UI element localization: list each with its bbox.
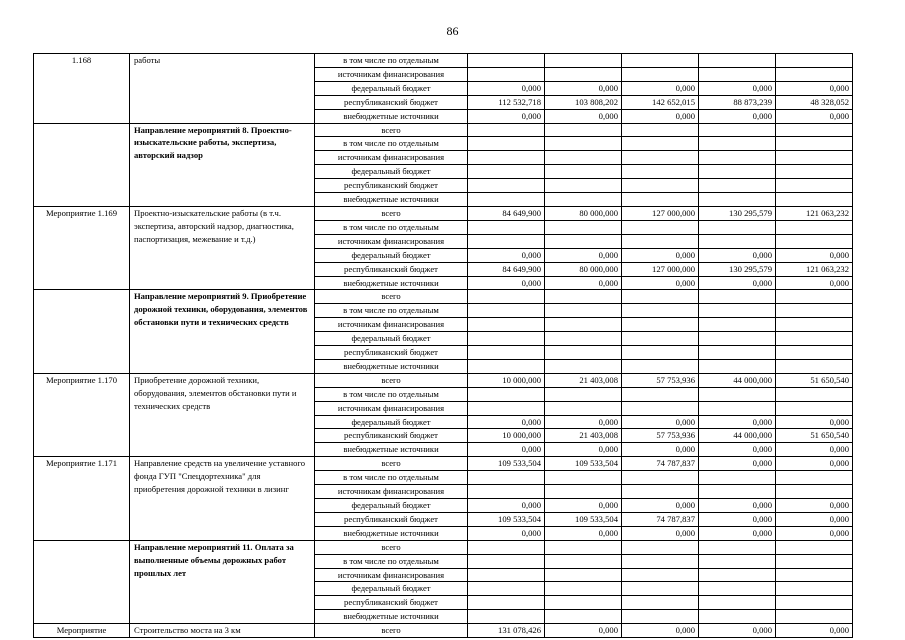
amount-cell [699,234,776,248]
funding-source: федеральный бюджет [315,415,468,429]
funding-source: источникам финансирования [315,67,468,81]
amount-cell [468,290,545,304]
amount-cell [776,568,853,582]
amount-cell [699,179,776,193]
amount-cell: 0,000 [468,415,545,429]
amount-cell [699,596,776,610]
funding-source: всего [315,457,468,471]
amount-cell [622,471,699,485]
amount-cell [468,540,545,554]
amount-cell [545,485,622,499]
amount-cell [545,471,622,485]
amount-cell: 112 532,718 [468,95,545,109]
amount-cell: 57 753,936 [622,373,699,387]
measure-name: Приобретение дорожной техники, оборудования, элементов обстановки пути и технических средств [130,373,315,456]
amount-cell: 0,000 [545,81,622,95]
measure-name: Проектно-изыскательские работы (в т.ч. экспертиза, авторский надзор, диагностика, паспортизация, межевание и т.д.) [130,206,315,289]
amount-cell: 127 000,000 [622,262,699,276]
funding-source: федеральный бюджет [315,582,468,596]
amount-cell: 0,000 [468,276,545,290]
amount-cell: 0,000 [776,457,853,471]
amount-cell [699,54,776,68]
amount-cell [776,318,853,332]
measure-code [34,540,130,623]
amount-cell: 51 650,540 [776,373,853,387]
amount-cell: 0,000 [699,457,776,471]
amount-cell: 0,000 [545,248,622,262]
table-row [34,373,853,387]
amount-cell: 0,000 [622,624,699,638]
amount-cell [545,387,622,401]
amount-cell: 0,000 [622,499,699,513]
amount-cell [699,346,776,360]
funding-source: всего [315,373,468,387]
amount-cell: 0,000 [699,276,776,290]
amount-cell: 0,000 [776,81,853,95]
amount-cell: 21 403,008 [545,373,622,387]
amount-cell: 0,000 [699,109,776,123]
amount-cell [545,193,622,207]
funding-source: республиканский бюджет [315,346,468,360]
amount-cell [699,401,776,415]
amount-cell: 44 000,000 [699,429,776,443]
funding-source: внебюджетные источники [315,109,468,123]
funding-source: источникам финансирования [315,318,468,332]
amount-cell: 0,000 [699,443,776,457]
funding-source: в том числе по отдельным [315,471,468,485]
amount-cell [468,359,545,373]
amount-cell [622,401,699,415]
amount-cell [622,318,699,332]
funding-source: источникам финансирования [315,234,468,248]
table-row [34,457,853,471]
amount-cell [776,332,853,346]
amount-cell: 80 000,000 [545,262,622,276]
amount-cell: 0,000 [776,443,853,457]
funding-source: в том числе по отдельным [315,137,468,151]
amount-cell [545,401,622,415]
budget-table [33,53,853,638]
amount-cell [468,485,545,499]
amount-cell [776,234,853,248]
amount-cell: 0,000 [699,81,776,95]
amount-cell [622,568,699,582]
table-row [34,290,853,304]
amount-cell [699,165,776,179]
amount-cell [699,568,776,582]
amount-cell: 130 295,579 [699,206,776,220]
amount-cell [699,485,776,499]
amount-cell [776,67,853,81]
funding-source: в том числе по отдельным [315,220,468,234]
table-row [34,540,853,554]
amount-cell: 0,000 [545,415,622,429]
amount-cell: 109 533,504 [545,457,622,471]
amount-cell [468,220,545,234]
amount-cell [545,123,622,137]
amount-cell [776,304,853,318]
measure-code: 1.168 [34,54,130,124]
amount-cell [622,332,699,346]
amount-cell [699,151,776,165]
amount-cell: 48 328,052 [776,95,853,109]
direction-title: Направление мероприятий 9. Приобретение дорожной техники, оборудования, элементов обстановки пути и технических средств [130,290,315,373]
amount-cell: 130 295,579 [699,262,776,276]
funding-source: в том числе по отдельным [315,554,468,568]
amount-cell: 131 078,426 [468,624,545,638]
amount-cell: 10 000,000 [468,373,545,387]
funding-source: федеральный бюджет [315,81,468,95]
table-row [34,624,853,638]
amount-cell: 0,000 [699,499,776,513]
amount-cell [545,346,622,360]
amount-cell: 51 650,540 [776,429,853,443]
amount-cell: 74 787,837 [622,512,699,526]
measure-code: Мероприятие 1.169 [34,206,130,289]
amount-cell: 0,000 [545,276,622,290]
amount-cell [545,179,622,193]
amount-cell [468,318,545,332]
amount-cell: 0,000 [699,512,776,526]
funding-source: федеральный бюджет [315,165,468,179]
amount-cell [776,596,853,610]
funding-source: федеральный бюджет [315,332,468,346]
funding-source: всего [315,624,468,638]
amount-cell: 0,000 [545,109,622,123]
amount-cell: 0,000 [699,526,776,540]
amount-cell [622,540,699,554]
amount-cell [699,540,776,554]
amount-cell: 0,000 [776,415,853,429]
measure-name: работы [130,54,315,124]
amount-cell [545,165,622,179]
table-row [34,54,853,68]
amount-cell: 142 652,015 [622,95,699,109]
amount-cell: 0,000 [776,624,853,638]
amount-cell [545,67,622,81]
amount-cell: 0,000 [468,443,545,457]
amount-cell [622,151,699,165]
amount-cell [776,401,853,415]
amount-cell [776,179,853,193]
amount-cell [468,193,545,207]
amount-cell [468,151,545,165]
amount-cell [468,582,545,596]
amount-cell [622,193,699,207]
funding-source: всего [315,206,468,220]
funding-source: республиканский бюджет [315,429,468,443]
amount-cell [699,610,776,624]
amount-cell [545,304,622,318]
funding-source: внебюджетные источники [315,359,468,373]
amount-cell [468,387,545,401]
amount-cell [468,471,545,485]
amount-cell [776,220,853,234]
amount-cell [776,346,853,360]
amount-cell: 84 649,900 [468,206,545,220]
amount-cell [468,596,545,610]
amount-cell [545,582,622,596]
measure-code [34,290,130,373]
measure-code [34,123,130,206]
amount-cell [699,582,776,596]
amount-cell: 88 873,239 [699,95,776,109]
amount-cell [468,54,545,68]
amount-cell [699,123,776,137]
amount-cell [699,220,776,234]
amount-cell [776,582,853,596]
amount-cell [545,359,622,373]
amount-cell [468,137,545,151]
funding-source: источникам финансирования [315,568,468,582]
table-row [34,206,853,220]
amount-cell: 121 063,232 [776,262,853,276]
amount-cell [622,554,699,568]
amount-cell [699,290,776,304]
amount-cell [776,471,853,485]
amount-cell [622,165,699,179]
amount-cell [699,67,776,81]
amount-cell [776,485,853,499]
funding-source: всего [315,123,468,137]
funding-source: федеральный бюджет [315,248,468,262]
amount-cell: 0,000 [622,109,699,123]
amount-cell: 0,000 [699,624,776,638]
amount-cell: 0,000 [622,81,699,95]
amount-cell [622,610,699,624]
amount-cell [468,401,545,415]
amount-cell: 0,000 [776,276,853,290]
amount-cell: 0,000 [545,499,622,513]
amount-cell: 0,000 [622,276,699,290]
amount-cell [622,123,699,137]
amount-cell [468,304,545,318]
amount-cell: 0,000 [776,499,853,513]
amount-cell [622,582,699,596]
amount-cell [776,137,853,151]
amount-cell: 0,000 [622,443,699,457]
amount-cell [468,165,545,179]
amount-cell [545,568,622,582]
amount-cell [622,67,699,81]
funding-source: внебюджетные источники [315,193,468,207]
amount-cell [545,332,622,346]
amount-cell [545,290,622,304]
funding-source: в том числе по отдельным [315,387,468,401]
amount-cell: 109 533,504 [545,512,622,526]
amount-cell: 0,000 [622,415,699,429]
measure-name: Направление средств на увеличение уставного фонда ГУП "Спецдортехника" для приобретения дорожной техники в лизинг [130,457,315,540]
amount-cell [699,332,776,346]
amount-cell [468,67,545,81]
amount-cell: 127 000,000 [622,206,699,220]
amount-cell: 0,000 [776,526,853,540]
amount-cell: 0,000 [468,248,545,262]
amount-cell: 109 533,504 [468,512,545,526]
amount-cell [545,151,622,165]
amount-cell [622,346,699,360]
amount-cell [622,234,699,248]
amount-cell [468,346,545,360]
amount-cell [545,554,622,568]
amount-cell [468,179,545,193]
amount-cell: 80 000,000 [545,206,622,220]
page-number: 86 [446,24,459,38]
amount-cell [776,540,853,554]
funding-source: всего [315,290,468,304]
amount-cell: 0,000 [468,499,545,513]
funding-source: внебюджетные источники [315,443,468,457]
amount-cell [545,137,622,151]
amount-cell [545,318,622,332]
funding-source: источникам финансирования [315,151,468,165]
amount-cell: 0,000 [776,109,853,123]
measure-code: Мероприятие [34,624,130,638]
amount-cell [699,359,776,373]
amount-cell [468,123,545,137]
funding-source: республиканский бюджет [315,512,468,526]
amount-cell [776,193,853,207]
amount-cell [699,318,776,332]
amount-cell [545,596,622,610]
amount-cell: 21 403,008 [545,429,622,443]
funding-source: республиканский бюджет [315,262,468,276]
amount-cell [776,554,853,568]
funding-source: источникам финансирования [315,401,468,415]
direction-title: Направление мероприятий 11. Оплата за выполненные объемы дорожных работ прошлых лет [130,540,315,623]
amount-cell [699,304,776,318]
funding-source: федеральный бюджет [315,499,468,513]
amount-cell [468,332,545,346]
table-row [34,123,853,137]
measure-code: Мероприятие 1.171 [34,457,130,540]
measure-name: Строительство моста на 3 км [130,624,315,638]
amount-cell: 0,000 [622,248,699,262]
amount-cell: 0,000 [468,81,545,95]
direction-title: Направление мероприятий 8. Проектно-изыскательские работы, экспертиза, авторский надзор [130,123,315,206]
amount-cell [699,193,776,207]
funding-source: республиканский бюджет [315,95,468,109]
amount-cell [776,54,853,68]
amount-cell [468,568,545,582]
amount-cell [776,290,853,304]
funding-source: в том числе по отдельным [315,54,468,68]
amount-cell [545,540,622,554]
amount-cell [699,471,776,485]
amount-cell [468,234,545,248]
amount-cell [622,485,699,499]
amount-cell [776,387,853,401]
amount-cell [776,610,853,624]
amount-cell: 57 753,936 [622,429,699,443]
funding-source: в том числе по отдельным [315,304,468,318]
amount-cell: 0,000 [699,248,776,262]
amount-cell: 0,000 [699,415,776,429]
amount-cell [545,220,622,234]
amount-cell: 121 063,232 [776,206,853,220]
amount-cell: 0,000 [776,248,853,262]
amount-cell [699,554,776,568]
amount-cell [622,304,699,318]
amount-cell [699,387,776,401]
amount-cell: 109 533,504 [468,457,545,471]
amount-cell [622,54,699,68]
amount-cell [622,179,699,193]
amount-cell [468,554,545,568]
funding-source: внебюджетные источники [315,526,468,540]
amount-cell [776,123,853,137]
amount-cell [699,137,776,151]
amount-cell: 0,000 [468,109,545,123]
amount-cell [622,387,699,401]
amount-cell: 10 000,000 [468,429,545,443]
amount-cell [622,290,699,304]
amount-cell [545,54,622,68]
funding-source: республиканский бюджет [315,179,468,193]
amount-cell: 0,000 [545,624,622,638]
amount-cell: 0,000 [468,526,545,540]
amount-cell [622,359,699,373]
amount-cell: 0,000 [622,526,699,540]
funding-source: источникам финансирования [315,485,468,499]
amount-cell [622,220,699,234]
amount-cell [622,596,699,610]
funding-source: внебюджетные источники [315,276,468,290]
amount-cell: 103 808,202 [545,95,622,109]
amount-cell [468,610,545,624]
amount-cell [545,610,622,624]
amount-cell [776,359,853,373]
amount-cell: 0,000 [776,512,853,526]
funding-source: внебюджетные источники [315,610,468,624]
funding-source: республиканский бюджет [315,596,468,610]
amount-cell [776,151,853,165]
amount-cell: 84 649,900 [468,262,545,276]
funding-source: всего [315,540,468,554]
amount-cell [622,137,699,151]
amount-cell: 0,000 [545,526,622,540]
amount-cell [776,165,853,179]
measure-code: Мероприятие 1.170 [34,373,130,456]
amount-cell [545,234,622,248]
amount-cell: 74 787,837 [622,457,699,471]
amount-cell: 0,000 [545,443,622,457]
amount-cell: 44 000,000 [699,373,776,387]
